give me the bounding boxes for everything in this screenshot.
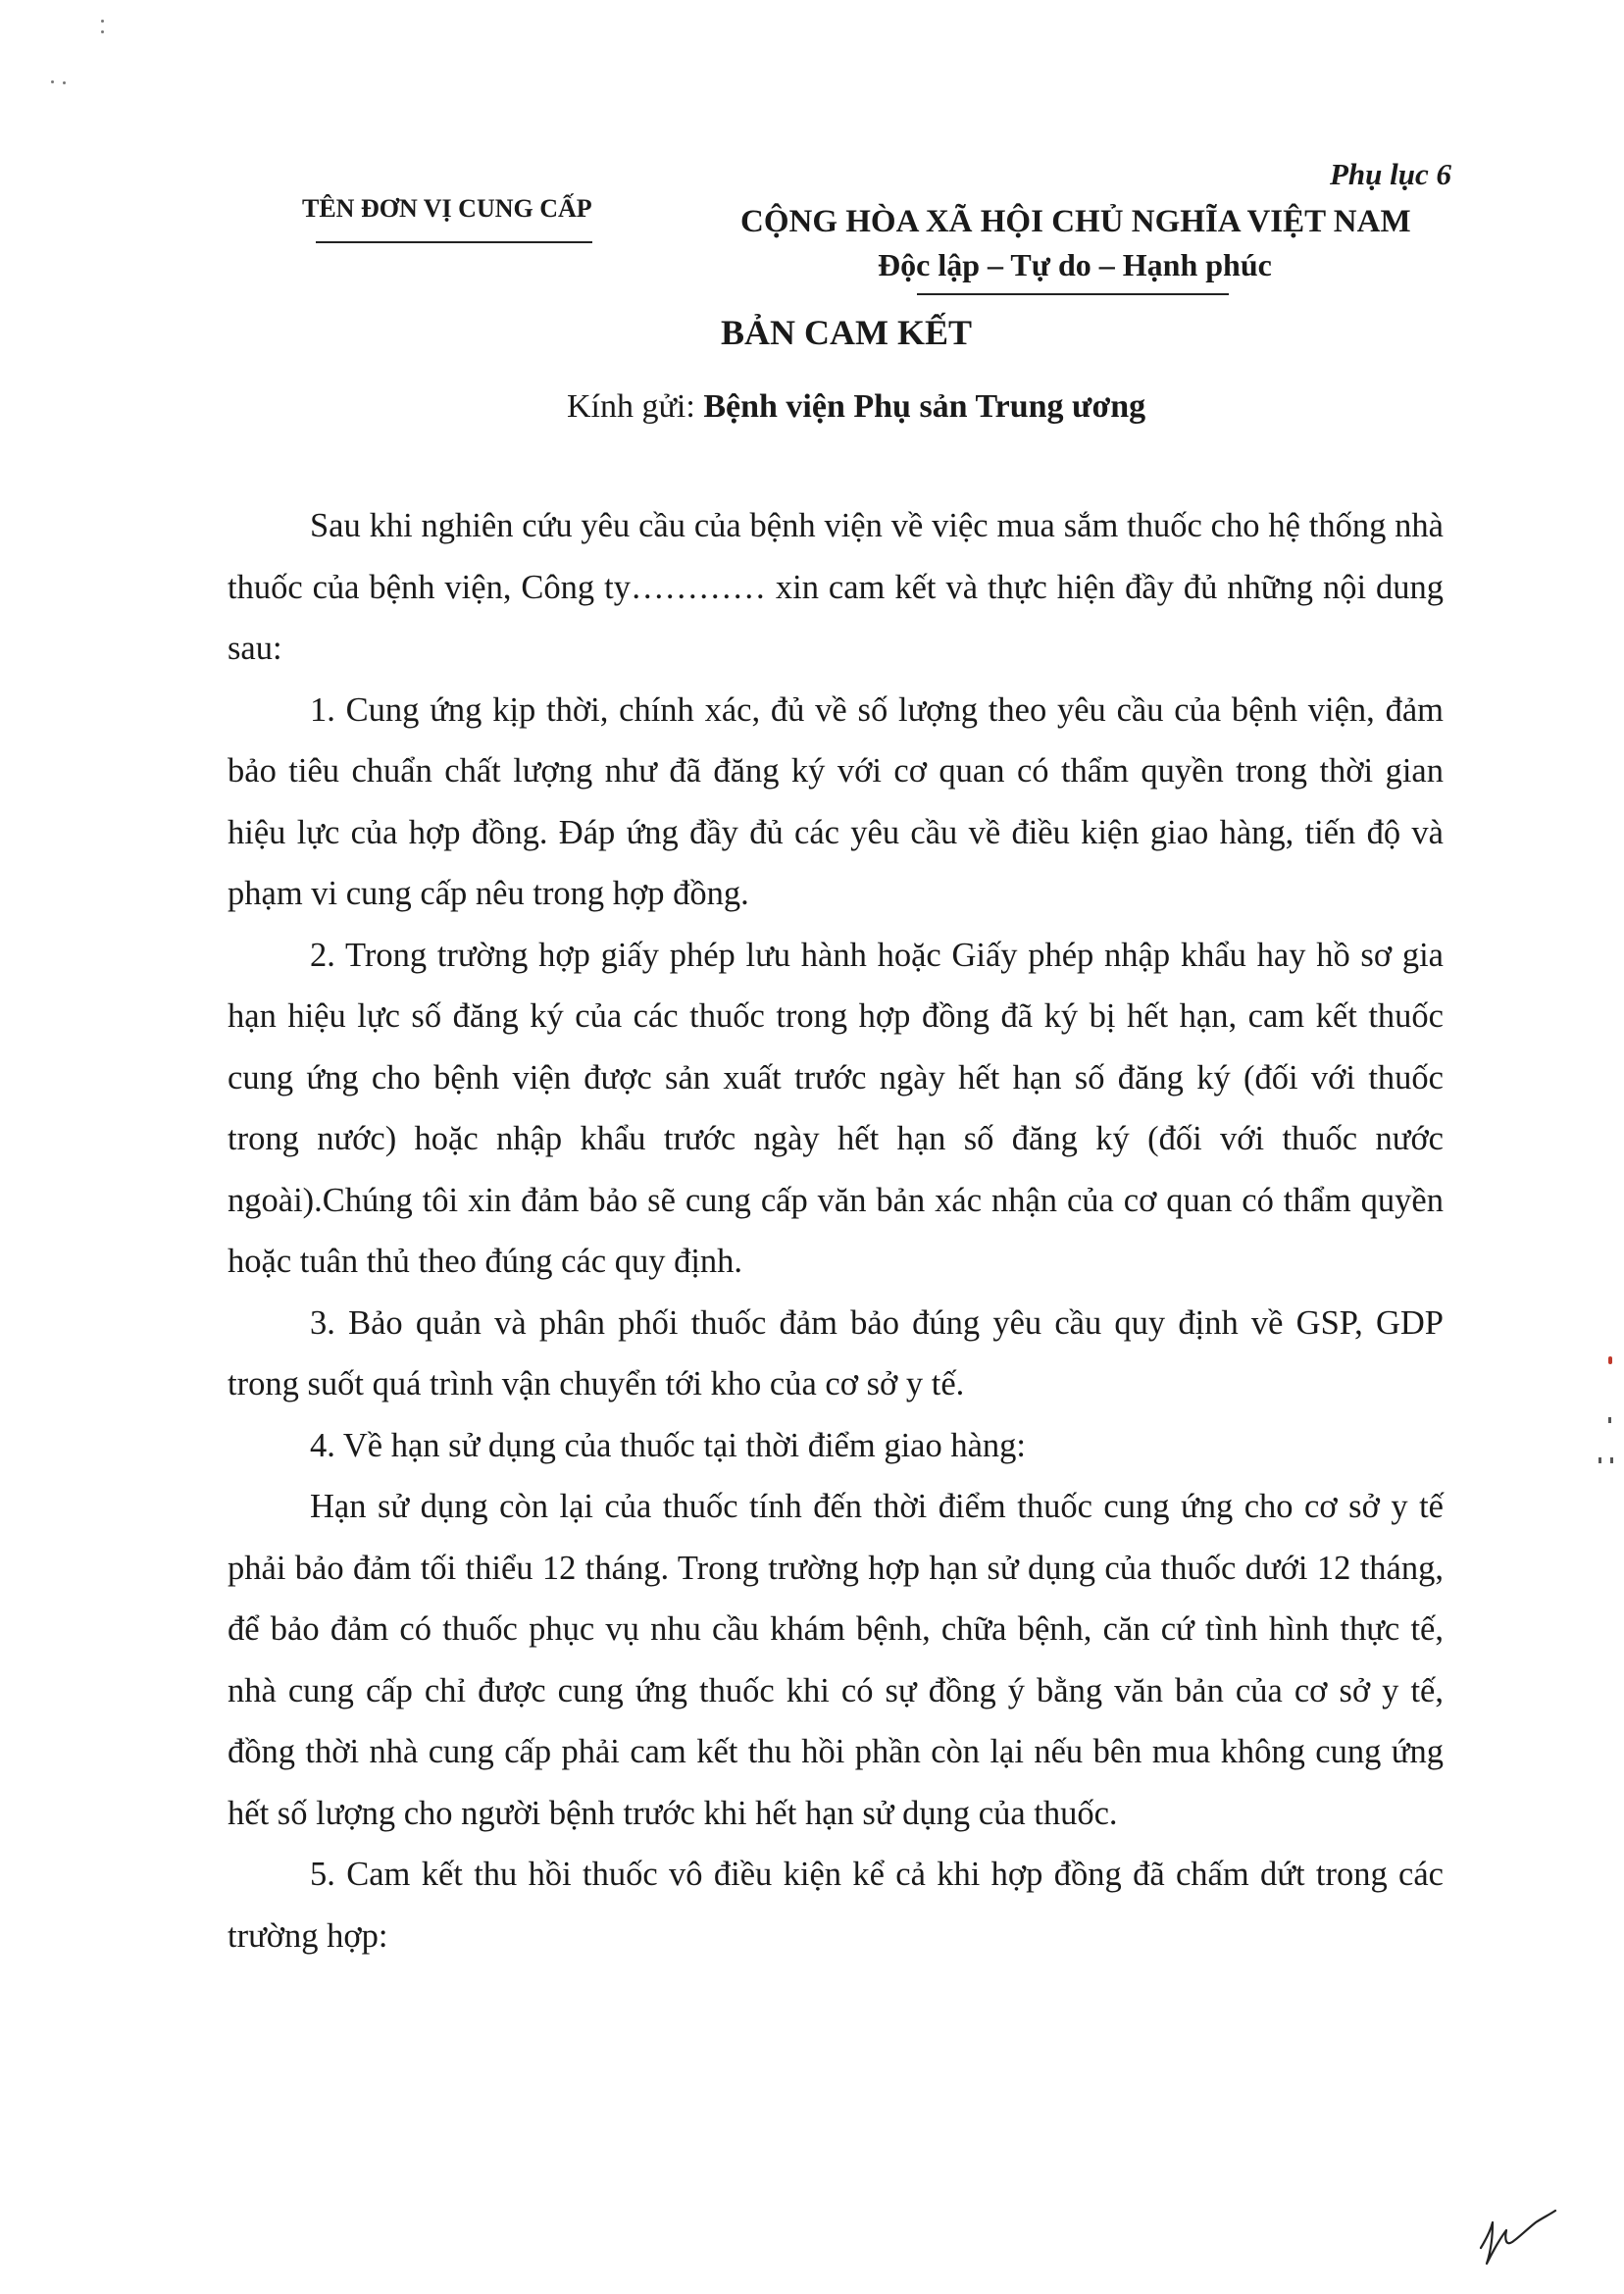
margin-mark [1610,1457,1613,1463]
document-title: BẢN CAM KẾT [720,313,972,352]
intro-paragraph: Sau khi nghiên cứu yêu cầu của bệnh viện về việc mua sắm thuốc cho hệ thống nhà thuốc của bệnh viện, Công ty………… xin cam kết và thực hiện đầy đủ những nội dung sau: [228,507,1444,667]
unit-underline [316,241,592,243]
scan-speck [51,80,54,83]
margin-mark [1599,1457,1601,1463]
initials-signature [1477,2209,1557,2268]
commitment-item-5: 5. Cam kết thu hồi thuốc vô điều kiện kể cả khi hợp đồng đã chấm dứt trong các trường hợp: [228,1856,1444,1955]
margin-mark [1608,1356,1612,1364]
margin-mark [1608,1417,1611,1423]
supplier-unit-name: TÊN ĐƠN VỊ CUNG CẤP [302,194,592,223]
scan-speck [101,30,104,33]
commitment-item-1: 1. Cung ứng kịp thời, chính xác, đủ về số lượng theo yêu cầu của bệnh viện, đảm bảo tiêu chuẩn chất lượng như đã đăng ký với cơ quan có thẩm quyền trong thời gian hiệu lực của hợp đồng. Đáp ứng đầy đủ các yêu cầu về điều kiện giao hàng, tiến độ và phạm vi cung cấp nêu trong hợp đồng. [228,690,1444,912]
shelf-life-paragraph: Hạn sử dụng còn lại của thuốc tính đến thời điểm thuốc cung ứng cho cơ sở y tế phải bảo đảm tối thiểu 12 tháng. Trong trường hợp hạn sử dụng của thuốc dưới 12 tháng, để bảo đảm có thuốc phục vụ nhu cầu khám bệnh, chữa bệnh, căn cứ tình hình thực tế, nhà cung cấp chỉ được cung ứng thuốc khi có sự đồng ý bằng văn bản của cơ sở y tế, đồng thời nhà cung cấp phải cam kết thu hồi phần còn lại nếu bên mua không cung ứng hết số lượng cho người bệnh trước khi hết hạn sử dụng của thuốc. [228,1488,1444,1832]
recipient-name: Bệnh viện Phụ sản Trung ương [703,388,1146,425]
appendix-label: Phụ lục 6 [1330,157,1452,191]
scan-speck [101,20,104,23]
commitment-body [228,495,1444,1966]
national-motto: Độc lập – Tự do – Hạnh phúc [878,247,1272,282]
recipient-line [567,388,1145,426]
motto-underline [917,293,1229,295]
commitment-item-2: 2. Trong trường hợp giấy phép lưu hành hoặc Giấy phép nhập khẩu hay hồ sơ gia hạn hiệu lực số đăng ký của các thuốc trong hợp đồng đã ký bị hết hạn, cam kết thuốc cung ứng cho bệnh viện được sản xuất trước ngày hết hạn số đăng ký (đối với thuốc trong nước) hoặc nhập khẩu trước ngày hết hạn số đăng ký (đối với thuốc nước ngoài).Chúng tôi xin đảm bảo sẽ cung cấp văn bản xác nhận của cơ quan có thẩm quyền hoặc tuân thủ theo đúng các quy định. [228,936,1444,1280]
recipient-label: Kính gửi: [567,388,695,425]
commitment-item-4: 4. Về hạn sử dụng của thuốc tại thời điểm giao hàng: [310,1426,1026,1464]
national-title: CỘNG HÒA XÃ HỘI CHỦ NGHĨA VIỆT NAM [740,204,1411,239]
commitment-item-3: 3. Bảo quản và phân phối thuốc đảm bảo đúng yêu cầu quy định về GSP, GDP trong suốt quá trình vận chuyển tới kho của cơ sở y tế. [228,1303,1444,1402]
scan-speck [63,81,66,84]
